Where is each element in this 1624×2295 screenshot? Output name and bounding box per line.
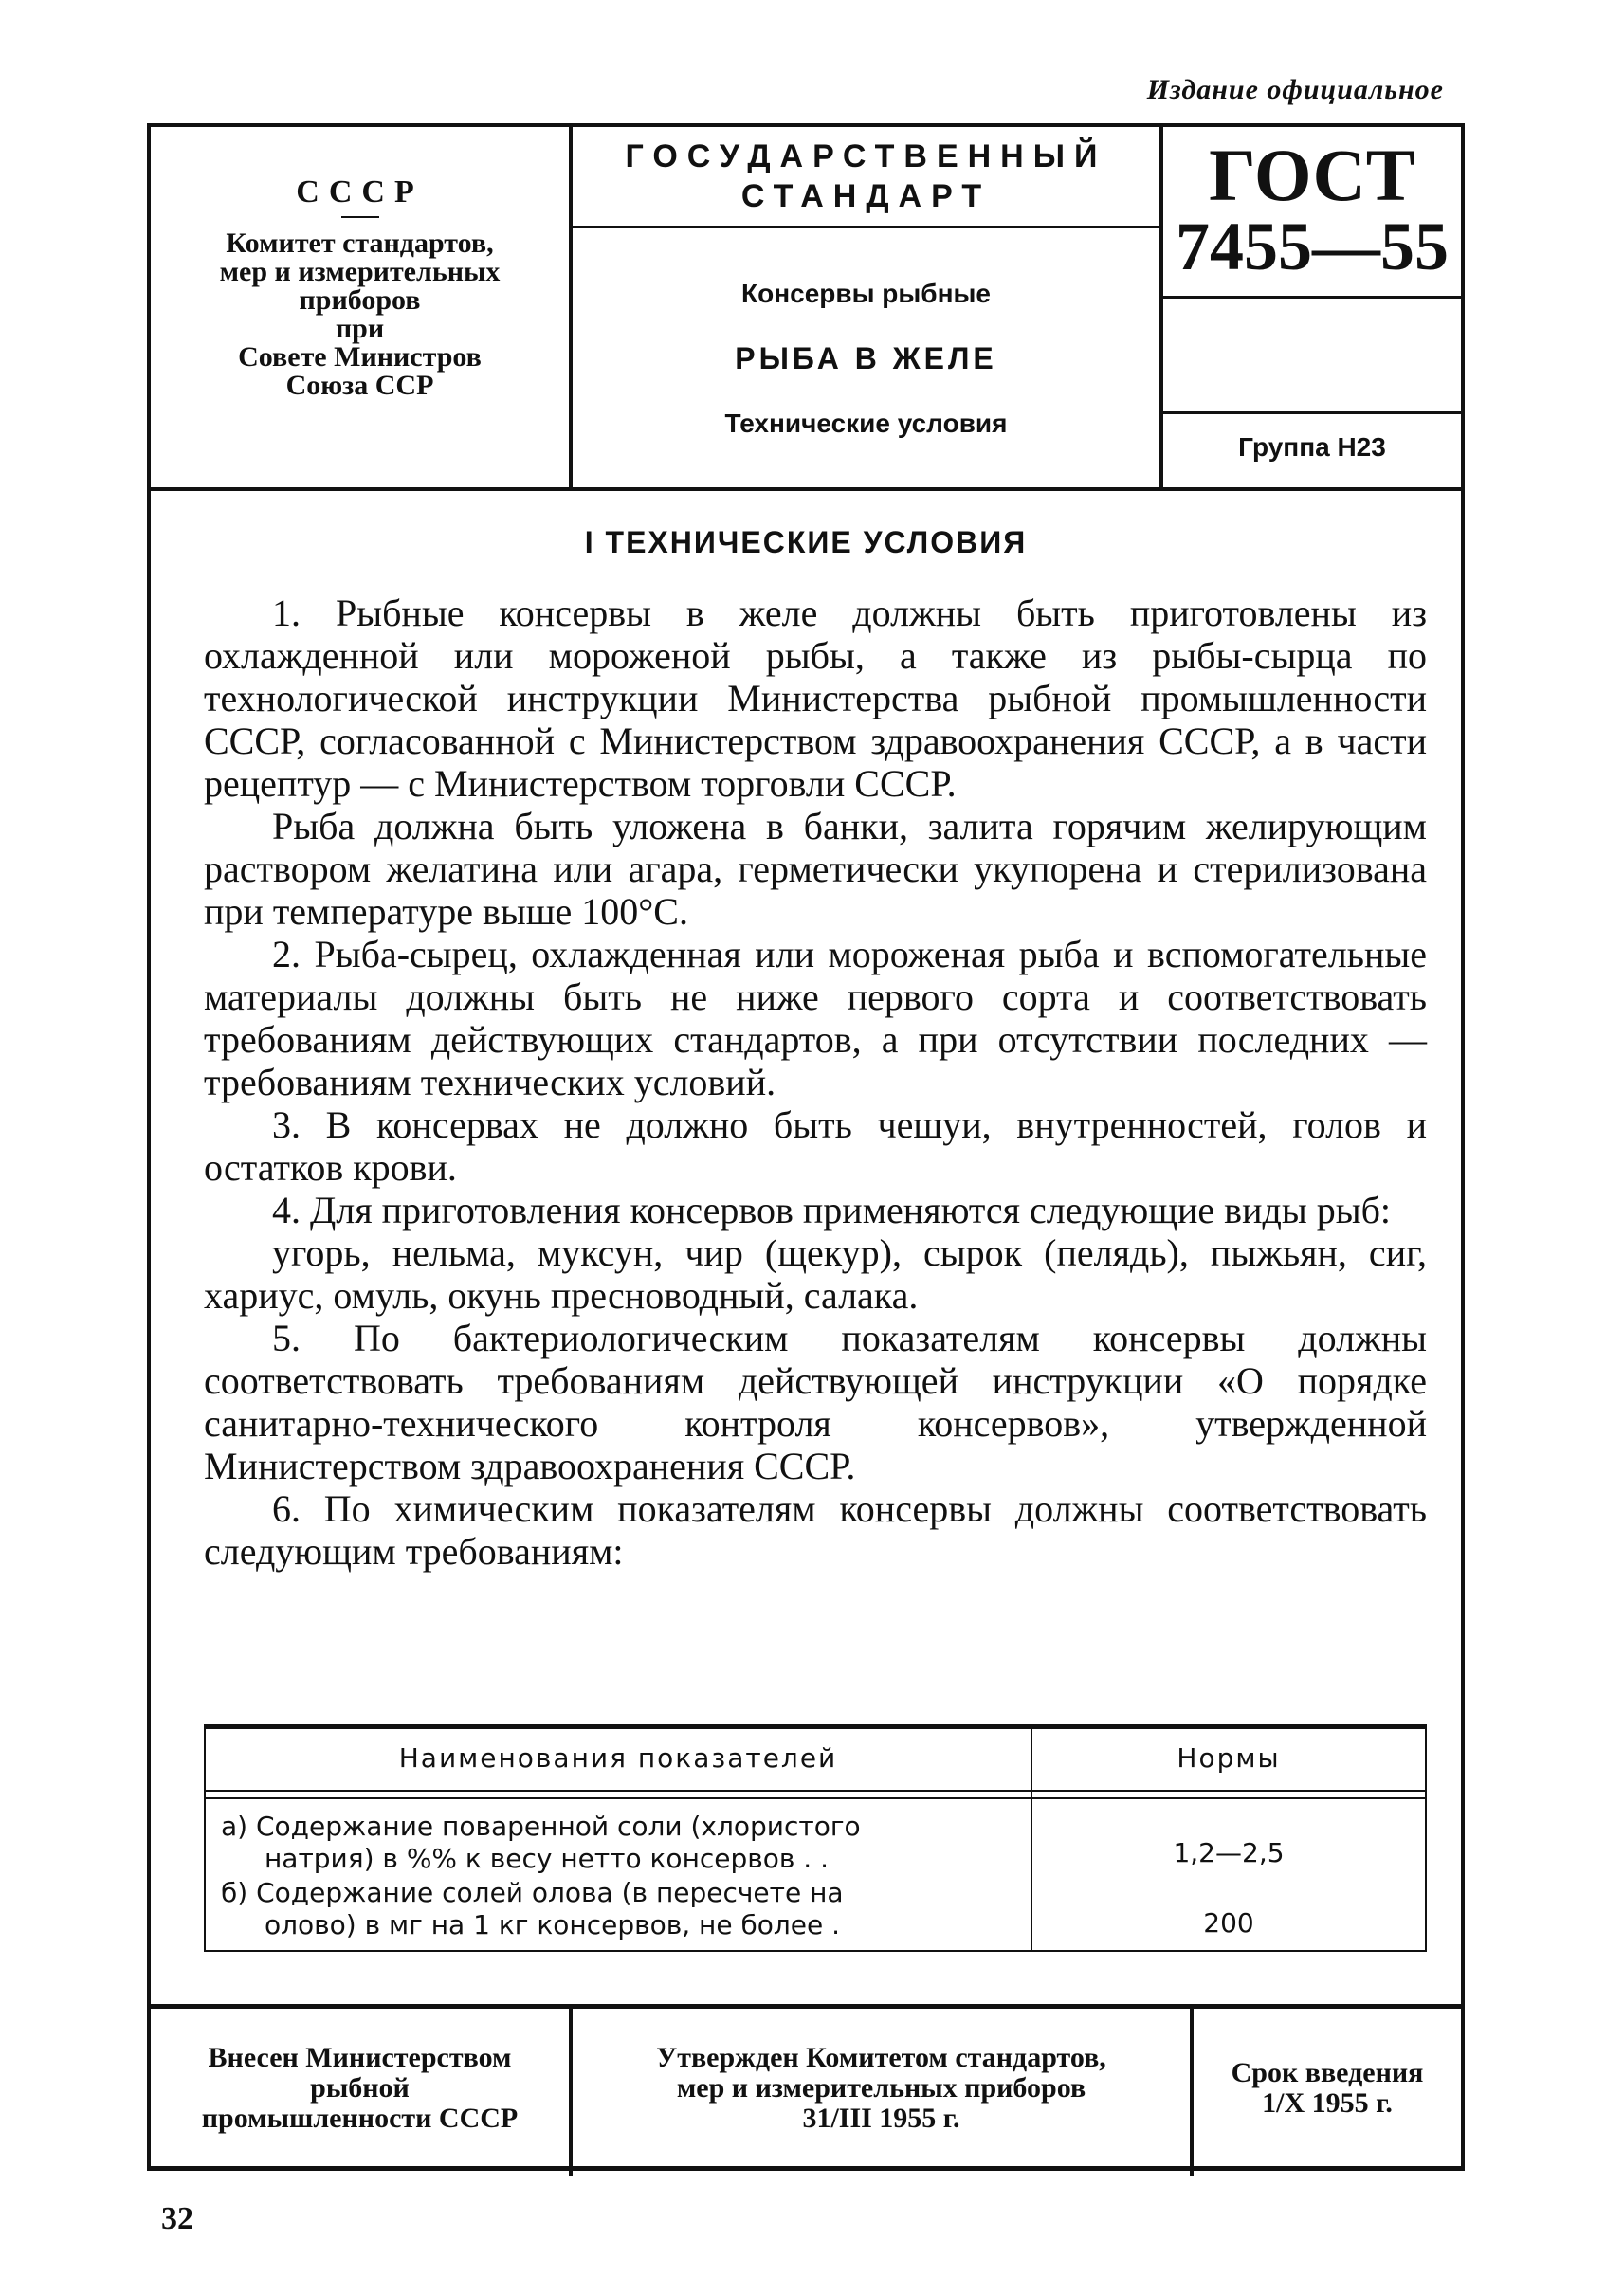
committee-line: Союза ССР bbox=[285, 370, 434, 401]
paragraph: 1. Рыбные консервы в желе должны быть приготовлены из охлажденной или мороженой рыбы, а также из рыбы-сырца по технологической инструкции Министерства рыбной промышленности СССР, согласованной с Министерством здравоохранения СССР, а в части рецептур — с Министерством торговли СССР. bbox=[204, 592, 1427, 805]
dash-divider bbox=[341, 216, 379, 218]
header-double-rule bbox=[206, 1790, 1425, 1799]
header-gost-block bbox=[1163, 127, 1461, 487]
divider bbox=[1163, 411, 1461, 414]
divider bbox=[1163, 296, 1461, 299]
header-block bbox=[151, 127, 1461, 491]
table-header-indicator: Наименования показателей bbox=[398, 1742, 838, 1774]
gost-number: 7455—55 bbox=[1176, 209, 1449, 284]
row-name-line: а) Содержание поваренной соли (хлористого bbox=[221, 1811, 861, 1842]
page-number: 32 bbox=[161, 2201, 193, 2236]
edition-label: Издание официальное bbox=[1146, 74, 1444, 105]
paragraph: 5. По бактериологическим показателям консервы должны соответствовать требованиям действующей инструкции «О порядке санитарно-технического контроля консервов», утвержденной Министерством здравоохранения СССР. bbox=[204, 1317, 1427, 1487]
effective-line: Срок введения bbox=[1231, 2057, 1424, 2088]
ussr-label: СССР bbox=[296, 174, 424, 209]
gost-label: ГОСТ bbox=[1209, 134, 1415, 216]
introduced-line: промышленности СССР bbox=[201, 2103, 519, 2134]
column-divider bbox=[1031, 1729, 1032, 1950]
standard-title bbox=[573, 279, 1159, 439]
section-title: I ТЕХНИЧЕСКИЕ УСЛОВИЯ bbox=[584, 525, 1028, 559]
state-standard-line: ГОСУДАРСТВЕННЫЙ bbox=[625, 138, 1107, 174]
requirements-table bbox=[204, 1724, 1427, 1952]
approved-line: мер и измерительных приборов bbox=[676, 2072, 1086, 2104]
group-label: Группа Н23 bbox=[1238, 432, 1386, 462]
row-value: 200 bbox=[1203, 1907, 1254, 1939]
document-frame bbox=[147, 123, 1465, 2171]
header-title-block bbox=[573, 127, 1163, 487]
fish-list: угорь, нельма, муксун, чир (щекур), сырок (пелядь), пыжьян, сиг, хариус, омуль, окунь пресноводный, салака. bbox=[204, 1231, 1427, 1317]
title: РЫБА В ЖЕЛЕ bbox=[735, 341, 997, 375]
committee-line: мер и измерительных bbox=[219, 256, 501, 287]
row-name-line: натрия) в %% к весу нетто консервов . . bbox=[265, 1843, 829, 1874]
committee-line: приборов bbox=[299, 284, 421, 316]
paragraph: 6. По химическим показателям консервы должны соответствовать следующим требованиям: bbox=[204, 1487, 1427, 1573]
footer-block bbox=[151, 2004, 1461, 2176]
committee-line: Совете Министров bbox=[238, 341, 482, 373]
state-standard-line: СТАНДАРТ bbox=[740, 178, 992, 214]
effective-line: 1/X 1955 г. bbox=[1262, 2087, 1393, 2119]
row-name bbox=[221, 1811, 1017, 1875]
table-header-norm: Нормы bbox=[1177, 1742, 1281, 1774]
committee-line: при bbox=[335, 313, 385, 344]
introduced-by bbox=[151, 2009, 573, 2176]
body-text bbox=[204, 592, 1427, 1573]
divider bbox=[573, 226, 1159, 228]
row-name-line: б) Содержание солей олова (в пересчете на bbox=[221, 1877, 844, 1908]
row-value: 1,2—2,5 bbox=[1173, 1837, 1285, 1868]
paragraph: 3. В консервах не должно быть чешуи, внутренностей, голов и остатков крови. bbox=[204, 1103, 1427, 1189]
approved-line: Утвержден Комитетом стандартов, bbox=[656, 2042, 1106, 2073]
introduced-line: Внесен Министерством bbox=[208, 2042, 512, 2073]
conditions: Технические условия bbox=[724, 409, 1008, 438]
paragraph: 2. Рыба-сырец, охлажденная или мороженая рыба и вспомогательные материалы должны быть не ниже первого сорта и соответствовать требованиям действующих стандартов, а при отсутствии последних — требованиям технических условий. bbox=[204, 933, 1427, 1103]
paragraph: 4. Для приготовления консервов применяются следующие виды рыб: bbox=[272, 1189, 1392, 1231]
effective-date bbox=[1194, 2009, 1461, 2176]
paragraph: Рыба должна быть уложена в банки, залита горячим желирующим раствором желатина или агара, герметически укупорена и стерилизована при температуре выше 100°С. bbox=[204, 805, 1427, 933]
committee-line: Комитет стандартов, bbox=[226, 228, 494, 259]
header-organization bbox=[151, 127, 573, 487]
row-name bbox=[221, 1877, 1017, 1941]
subtitle: Консервы рыбные bbox=[741, 279, 991, 308]
approved-by bbox=[573, 2009, 1194, 2176]
row-name-line: олово) в мг на 1 кг консервов, не более . bbox=[265, 1909, 841, 1940]
introduced-line: рыбной bbox=[310, 2072, 410, 2104]
approved-line: 31/III 1955 г. bbox=[802, 2103, 960, 2134]
